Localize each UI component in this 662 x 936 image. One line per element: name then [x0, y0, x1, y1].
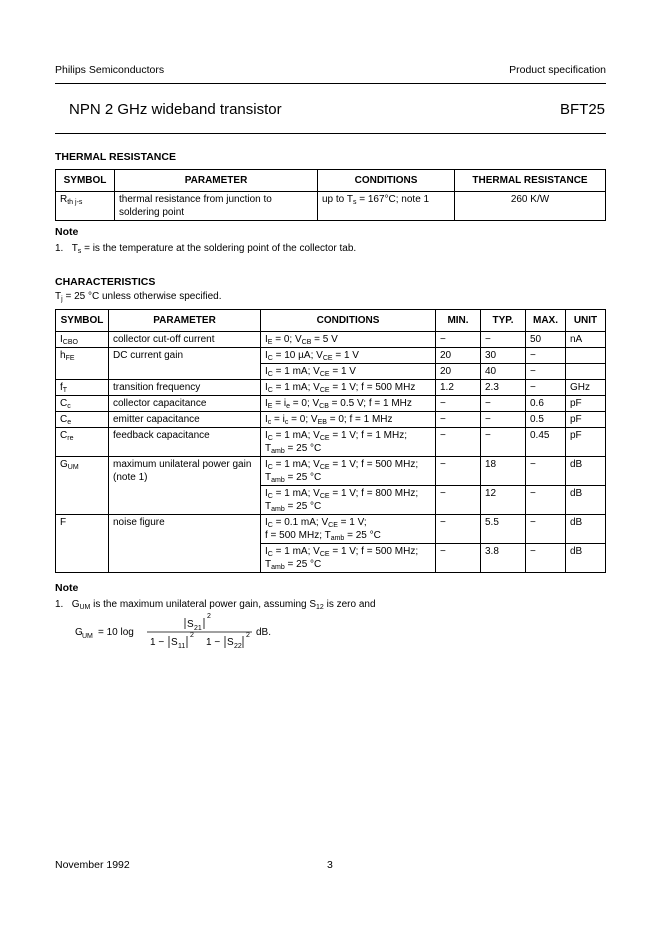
- characteristics-heading: CHARACTERISTICS: [55, 276, 156, 288]
- footer-page: 3: [327, 859, 333, 871]
- table-row: $h_{FE}$ DC current gain $I_C = 10$ µA; $V_{CE} = 1$ V 20 30 −: [56, 348, 606, 364]
- formula-lhs-sub: UM: [82, 633, 93, 640]
- table-row: $I_{CBO}$ collector cut-off current $I_E = 0$; $V_{CB} = 5$ V − − 50 nA: [56, 332, 606, 348]
- thermal-heading: THERMAL RESISTANCE: [55, 151, 176, 163]
- table-row: $I_C = 1$ mA; $V_{CE} = 1$ V; f = 800 MHz; $T_{amb} = 25$ °C − 12 − dB: [56, 486, 606, 515]
- cell-value: 260 K/W: [455, 192, 606, 221]
- formula-den-exp2: 2: [246, 632, 250, 639]
- formula-eq: = 10 log: [98, 627, 134, 638]
- formula-lhs: G: [75, 627, 83, 638]
- formula-num-sub: 21: [194, 625, 202, 632]
- formula-den-b: 1 −: [206, 637, 221, 648]
- characteristics-table: [55, 309, 606, 573]
- formula-den-s1: S: [171, 637, 178, 648]
- th-thermal-resistance: THERMAL RESISTANCE: [455, 170, 606, 192]
- th-max: MAX.: [526, 310, 566, 332]
- cell-parameter: thermal resistance from junction to soldering point: [115, 192, 318, 221]
- th-typ: TYP.: [481, 310, 526, 332]
- note-text: 1. $T_s$ = is the temperature at the soldering point of the collector tab.: [55, 243, 357, 255]
- part-number: BFT25: [559, 101, 605, 118]
- footer-date: November 1992: [55, 859, 130, 871]
- note2-heading: Note: [55, 582, 79, 594]
- formula-den-s2: S: [227, 637, 234, 648]
- header-rule: [55, 83, 606, 84]
- formula-den-exp1: 2: [190, 632, 194, 639]
- th-conditions: CONDITIONS: [318, 170, 455, 192]
- table-row: $C_c$ collector capacitance $I_E = i_e = 0$; $V_{CB} = 0.5$ V; f = 1 MHz − − 0.6 pF: [56, 396, 606, 412]
- cell-symbol: $R_{th j-s}$: [56, 192, 115, 221]
- th-symbol: SYMBOL: [56, 170, 115, 192]
- formula-num-exp: 2: [207, 613, 211, 620]
- note2-text: 1. $G_{UM}$ is the maximum unilateral power gain, assuming $S_{12}$ is zero and: [55, 599, 376, 611]
- table-row: F noise figure $I_C = 0.1$ mA; $V_{CE} = 1$ V; f = 500 MHz; $T_{amb} = 25$ °C − 5.5 − dB: [56, 515, 606, 544]
- th-conditions: CONDITIONS: [261, 310, 436, 332]
- table-row: $G_{UM}$ maximum unilateral power gain (note 1) $I_C = 1$ mA; $V_{CE} = 1$ V; f = 500 MHz; $T_{amb} = 25$ °C − 18 − dB: [56, 457, 606, 486]
- formula-num: S: [187, 619, 194, 630]
- table-row: $C_e$ emitter capacitance $I_c = i_c = 0$; $V_{EB} = 0$; f = 1 MHz − − 0.5 pF: [56, 412, 606, 428]
- th-min: MIN.: [436, 310, 481, 332]
- table-row: $C_{re}$ feedback capacitance $I_C = 1$ mA; $V_{CE} = 1$ V; f = 1 MHz; $T_{amb} = 25$ °C − − 0.45 pF: [56, 428, 606, 457]
- thermal-header-row: [56, 170, 606, 192]
- th-unit: UNIT: [566, 310, 606, 332]
- note-heading: Note: [55, 226, 79, 238]
- header-company: Philips Semiconductors: [55, 64, 165, 76]
- table-row: $I_C = 1$ mA; $V_{CE} = 1$ V; f = 500 MHz; $T_{amb} = 25$ °C − 3.8 − dB: [56, 544, 606, 573]
- title-rule: [55, 133, 606, 134]
- th-symbol: SYMBOL: [56, 310, 109, 332]
- formula-den-a: 1 −: [150, 637, 165, 648]
- thermal-table: [55, 169, 606, 221]
- formula-tail: dB.: [256, 627, 272, 638]
- characteristics-conditions: $T_j = 25$ °C unless otherwise specified.: [55, 291, 222, 303]
- table-row: [56, 192, 606, 221]
- page-title: NPN 2 GHz wideband transistor: [69, 101, 282, 118]
- formula-den-s2-sub: 22: [234, 643, 242, 650]
- gum-formula: [70, 612, 310, 656]
- header-doc-type: Product specification: [509, 64, 606, 76]
- table-row: $I_C = 1$ mA; $V_{CE} = 1$ V 20 40 −: [56, 364, 606, 380]
- th-parameter: PARAMETER: [115, 170, 318, 192]
- cell-conditions: up to $T_s = 167^\circ C$; note 1: [318, 192, 455, 221]
- char-header-row: [56, 310, 606, 332]
- formula-den-s1-sub: 11: [178, 643, 186, 650]
- th-parameter: PARAMETER: [109, 310, 261, 332]
- table-row: $f_T$ transition frequency $I_C = 1$ mA; $V_{CE} = 1$ V; f = 500 MHz 1.2 2.3 − GHz: [56, 380, 606, 396]
